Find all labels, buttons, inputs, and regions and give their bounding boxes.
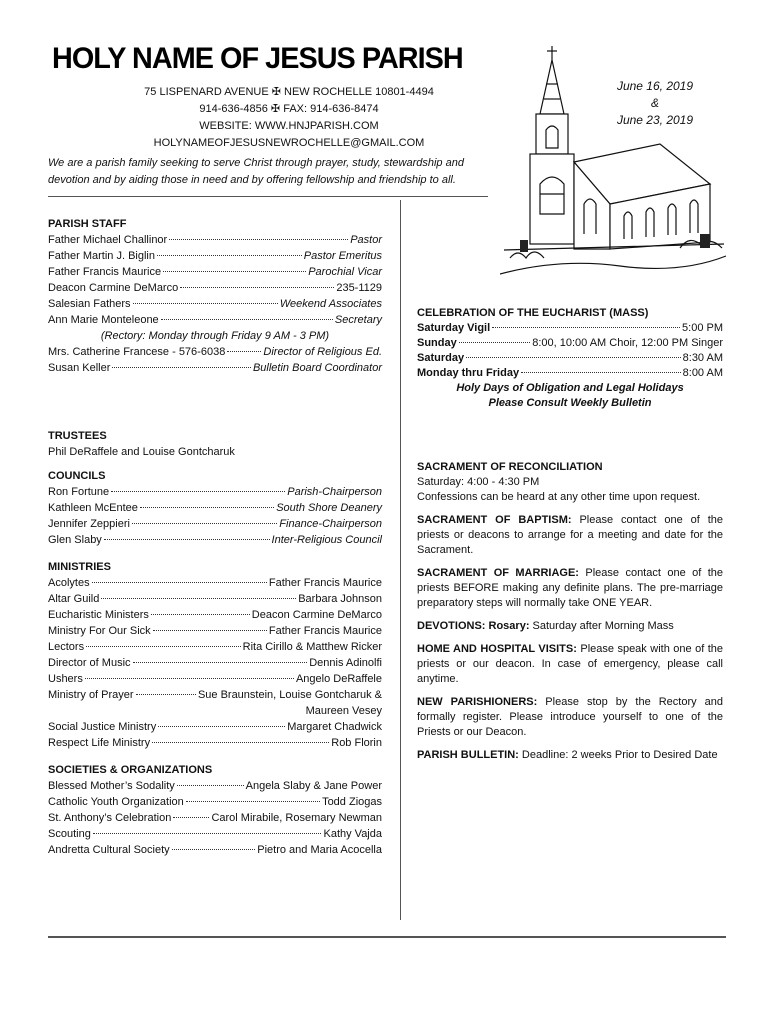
mass-time: 8:00, 10:00 AM Choir, 12:00 PM Singer — [532, 337, 723, 349]
mission-statement: We are a parish family seeking to serve Christ through prayer, study, stewardship and devotion and by aiding those in need and by offering fellowship and friendship to all. — [48, 157, 464, 186]
mass-time: 8:00 AM — [682, 367, 723, 379]
ministry-row — [48, 575, 382, 591]
staff-role: Parochial Vicar — [308, 266, 382, 278]
staff-heading: PARISH STAFF — [48, 218, 127, 230]
parish-bulletin-info — [417, 748, 723, 763]
staff-name: Mrs. Catherine Francese - 576-6038 — [48, 346, 226, 358]
address: 75 LISPENARD AVENUE ✠ NEW ROCHELLE 10801-4494 — [144, 86, 434, 98]
header-divider — [48, 196, 488, 197]
visits-info — [417, 642, 723, 687]
council-role: South Shore Deanery — [276, 502, 382, 514]
new-parishioners-info — [417, 695, 723, 740]
council-name: Jennifer Zeppieri — [48, 518, 130, 530]
councils-section — [48, 468, 382, 548]
staff-name: Susan Keller — [48, 362, 111, 374]
mass-time: 8:30 AM — [682, 352, 723, 364]
bulletin-note: Please Consult Weekly Bulletin — [488, 397, 652, 409]
ministry-name: Social Justice Ministry — [48, 721, 157, 733]
rosary-label: Rosary: — [488, 620, 530, 632]
society-contact: Pietro and Maria Acocella — [257, 844, 382, 856]
council-role: Inter-Religious Council — [271, 534, 382, 546]
devotions-info — [417, 619, 723, 634]
societies-section — [48, 762, 382, 858]
council-name: Ron Fortune — [48, 486, 110, 498]
staff-name: Deacon Carmine DeMarco — [48, 282, 179, 294]
staff-row — [48, 264, 382, 280]
ministry-contact-continued: Maureen Vesey — [305, 705, 382, 717]
staff-role: Bulletin Board Coordinator — [252, 362, 382, 374]
holy-days-note: Holy Days of Obligation and Legal Holidays — [456, 382, 684, 394]
baptism-text: Please contact one of the priests or deacons to arrange for a meeting and date for the Sacrament. — [417, 514, 723, 556]
ministry-contact: Deacon Carmine DeMarco — [251, 609, 382, 621]
bulletin-text: Deadline: 2 weeks Prior to Desired Date — [521, 749, 718, 761]
society-row — [48, 826, 382, 842]
ministry-row — [48, 687, 382, 703]
council-row — [48, 532, 382, 548]
council-row — [48, 516, 382, 532]
mass-row — [417, 321, 723, 336]
society-contact: Angela Slaby & Jane Power — [245, 780, 382, 792]
mass-day: Monday thru Friday — [417, 367, 520, 379]
parish-staff-section — [48, 216, 382, 376]
ministry-row — [48, 735, 382, 751]
staff-row — [48, 248, 382, 264]
phone-fax: 914-636-4856 ✠ FAX: 914-636-8474 — [199, 103, 379, 115]
ministry-name: Acolytes — [48, 577, 90, 589]
mass-row — [417, 336, 723, 351]
devotions-text: Saturday after Morning Mass — [532, 620, 674, 632]
ministry-contact: Sue Braunstein, Louise Gontcharuk & — [197, 689, 382, 701]
ministry-contact: Margaret Chadwick — [287, 721, 382, 733]
date-first: June 16, 2019 — [616, 79, 694, 93]
council-role: Parish-Chairperson — [287, 486, 382, 498]
society-contact: Carol Mirabile, Rosemary Newman — [211, 812, 382, 824]
staff-row — [48, 296, 382, 312]
bulletin-label: PARISH BULLETIN: — [417, 749, 519, 761]
ministry-contact: Barbara Johnson — [298, 593, 382, 605]
council-name: Glen Slaby — [48, 534, 102, 546]
reconciliation-time: Saturday: 4:00 - 4:30 PM — [417, 476, 540, 488]
trustees-heading: TRUSTEES — [48, 430, 107, 442]
visits-label: HOME AND HOSPITAL VISITS: — [417, 643, 577, 655]
mass-day: Saturday Vigil — [417, 322, 491, 334]
baptism-label: SACRAMENT OF BAPTISM: — [417, 514, 572, 526]
mass-row — [417, 366, 723, 381]
reconciliation-note: Confessions can be heard at any other time upon request. — [417, 491, 701, 503]
society-contact: Kathy Vajda — [323, 828, 382, 840]
staff-name: Salesian Fathers — [48, 298, 131, 310]
staff-name: Father Michael Challinor — [48, 234, 168, 246]
trustees-names: Phil DeRaffele and Louise Gontcharuk — [48, 446, 235, 458]
society-name: Scouting — [48, 828, 91, 840]
sacraments-section — [417, 460, 723, 763]
staff-name: Ann Marie Monteleone — [48, 314, 159, 326]
ministry-contact: Father Francis Maurice — [268, 625, 382, 637]
society-contact: Todd Ziogas — [322, 796, 382, 808]
parish-title: HOLY NAME OF JESUS PARISH — [52, 42, 463, 75]
council-role: Finance-Chairperson — [279, 518, 382, 530]
staff-row — [48, 232, 382, 248]
ministry-name: Director of Music — [48, 657, 131, 669]
mass-day: Sunday — [417, 337, 457, 349]
mass-day: Saturday — [417, 352, 465, 364]
devotions-label: DEVOTIONS: — [417, 620, 486, 632]
ministry-name: Lectors — [48, 641, 85, 653]
society-row — [48, 794, 382, 810]
contact-block — [48, 84, 530, 152]
ministry-row — [48, 607, 382, 623]
staff-row — [48, 344, 382, 360]
staff-row — [48, 280, 382, 296]
visits-text: Please speak with one of the priests or our deacon. In case of emergency, please call anytime. — [417, 643, 723, 685]
societies-heading: SOCIETIES & ORGANIZATIONS — [48, 764, 213, 776]
councils-heading: COUNCILS — [48, 470, 106, 482]
ministry-row — [48, 639, 382, 655]
ministry-row — [48, 623, 382, 639]
date-second: June 23, 2019 — [616, 113, 694, 127]
ministry-name: Eucharistic Ministers — [48, 609, 149, 621]
staff-row — [48, 312, 382, 328]
ministry-name: Ushers — [48, 673, 83, 685]
date-amp: & — [650, 96, 659, 110]
ministry-row — [48, 719, 382, 735]
ministry-row — [48, 655, 382, 671]
staff-name: Father Francis Maurice — [48, 266, 162, 278]
society-row — [48, 810, 382, 826]
ministries-section — [48, 559, 382, 751]
footer-divider — [48, 936, 726, 938]
ministry-name: Altar Guild — [48, 593, 100, 605]
society-name: Andretta Cultural Society — [48, 844, 170, 856]
mass-schedule-section — [417, 306, 723, 411]
mass-time: 5:00 PM — [682, 322, 723, 334]
society-name: Catholic Youth Organization — [48, 796, 184, 808]
parishioners-text: Please stop by the Rectory and formally register. Please introduce yourself to one of the Priests or our Deacon. — [417, 696, 723, 738]
ministry-row — [48, 591, 382, 607]
column-divider — [400, 200, 401, 920]
ministry-name: Ministry of Prayer — [48, 689, 134, 701]
ministry-name: Ministry For Our Sick — [48, 625, 151, 637]
ministry-contact: Rita Cirillo & Matthew Ricker — [242, 641, 382, 653]
parishioners-label: NEW PARISHIONERS: — [417, 696, 538, 708]
society-name: Blessed Mother’s Sodality — [48, 780, 175, 792]
rectory-hours: (Rectory: Monday through Friday 9 AM - 3 PM) — [100, 330, 330, 342]
staff-role: Secretary — [334, 314, 382, 326]
staff-name: Father Martin J. Biglin — [48, 250, 155, 262]
marriage-info — [417, 566, 723, 611]
staff-role: Director of Religious Ed. — [263, 346, 382, 358]
ministry-contact: Dennis Adinolfi — [309, 657, 382, 669]
society-row — [48, 842, 382, 858]
ministry-name: Respect Life Ministry — [48, 737, 151, 749]
staff-row — [48, 360, 382, 376]
society-row — [48, 778, 382, 794]
ministry-row — [48, 671, 382, 687]
council-row — [48, 500, 382, 516]
mass-row — [417, 351, 723, 366]
email: HOLYNAMEOFJESUSNEWROCHELLE@GMAIL.COM — [153, 137, 425, 149]
website: WEBSITE: WWW.HNJPARISH.COM — [199, 120, 379, 132]
council-row — [48, 484, 382, 500]
council-name: Kathleen McEntee — [48, 502, 138, 514]
church-illustration — [500, 44, 728, 284]
society-name: St. Anthony’s Celebration — [48, 812, 172, 824]
ministries-heading: MINISTRIES — [48, 561, 111, 573]
ministry-contact: Father Francis Maurice — [268, 577, 382, 589]
ministry-contact: Angelo DeRaffele — [295, 673, 382, 685]
mass-heading: CELEBRATION OF THE EUCHARIST (MASS) — [417, 307, 649, 319]
staff-role: Pastor — [350, 234, 382, 246]
marriage-text: Please contact one of the priests BEFORE making any definite plans. The pre-marriage preparatory steps will normally take ONE YEAR. — [417, 567, 723, 609]
staff-role: Weekend Associates — [279, 298, 382, 310]
staff-phone: 235-1129 — [336, 282, 382, 294]
trustees-section — [48, 428, 382, 460]
reconciliation-heading: SACRAMENT OF RECONCILIATION — [417, 461, 603, 473]
ministry-contact: Rob Florin — [331, 737, 382, 749]
baptism-info — [417, 513, 723, 558]
marriage-label: SACRAMENT OF MARRIAGE: — [417, 567, 579, 579]
staff-role: Pastor Emeritus — [303, 250, 382, 262]
